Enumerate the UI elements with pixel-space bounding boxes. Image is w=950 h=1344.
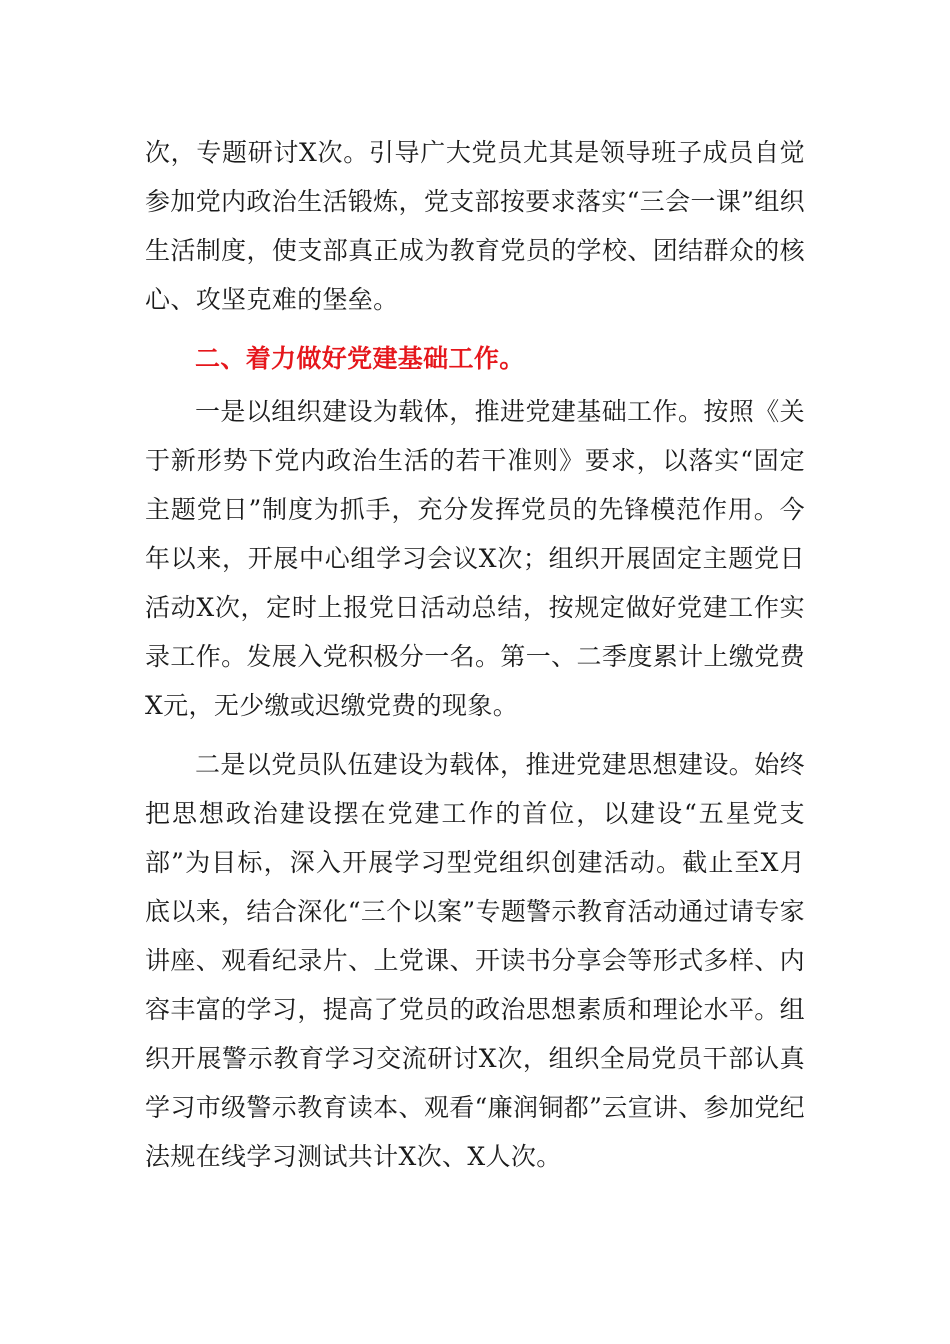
paragraph-organization-building: 一是以组织建设为载体，推进党建基础工作。按照《关于新形势下党内政治生活的若干准则》要求，以落实“固定主题党日”制度为抓手，充分发挥党员的先锋模范作用。今年以来，开展中心组学习会议X次；组织开展固定主题党日活动X次，定时上报党日活动总结，按规定做好党建工作实录工作。发展入党积极分一名。第一、二季度累计上缴党费X元，无少缴或迟缴党费的现象。 xyxy=(145,397,805,720)
document-body xyxy=(145,128,805,1181)
paragraph-continuation: 次，专题研讨X次。引导广大党员尤其是领导班子成员自觉参加党内政治生活锻炼，党支部按要求落实“三会一课”组织生活制度，使支部真正成为教育党员的学校、团结群众的核心、攻坚克难的堡垒。 xyxy=(145,138,806,314)
paragraph-member-building: 二是以党员队伍建设为载体，推进党建思想建设。始终把思想政治建设摆在党建工作的首位，以建设“五星党支部”为目标，深入开展学习型党组织创建活动。截止至X月底以来，结合深化“三个以案”专题警示教育活动通过请专家讲座、观看纪录片、上党课、开读书分享会等形式多样、内容丰富的学习，提高了党员的政治思想素质和理论水平。组织开展警示教育学习交流研讨X次，组织全局党员干部认真学习市级警示教育读本、观看“廉润铜都”云宣讲、参加党纪法规在线学习测试共计X次、X人次。 xyxy=(145,750,806,1171)
section-heading: 二、着力做好党建基础工作。 xyxy=(195,344,525,373)
